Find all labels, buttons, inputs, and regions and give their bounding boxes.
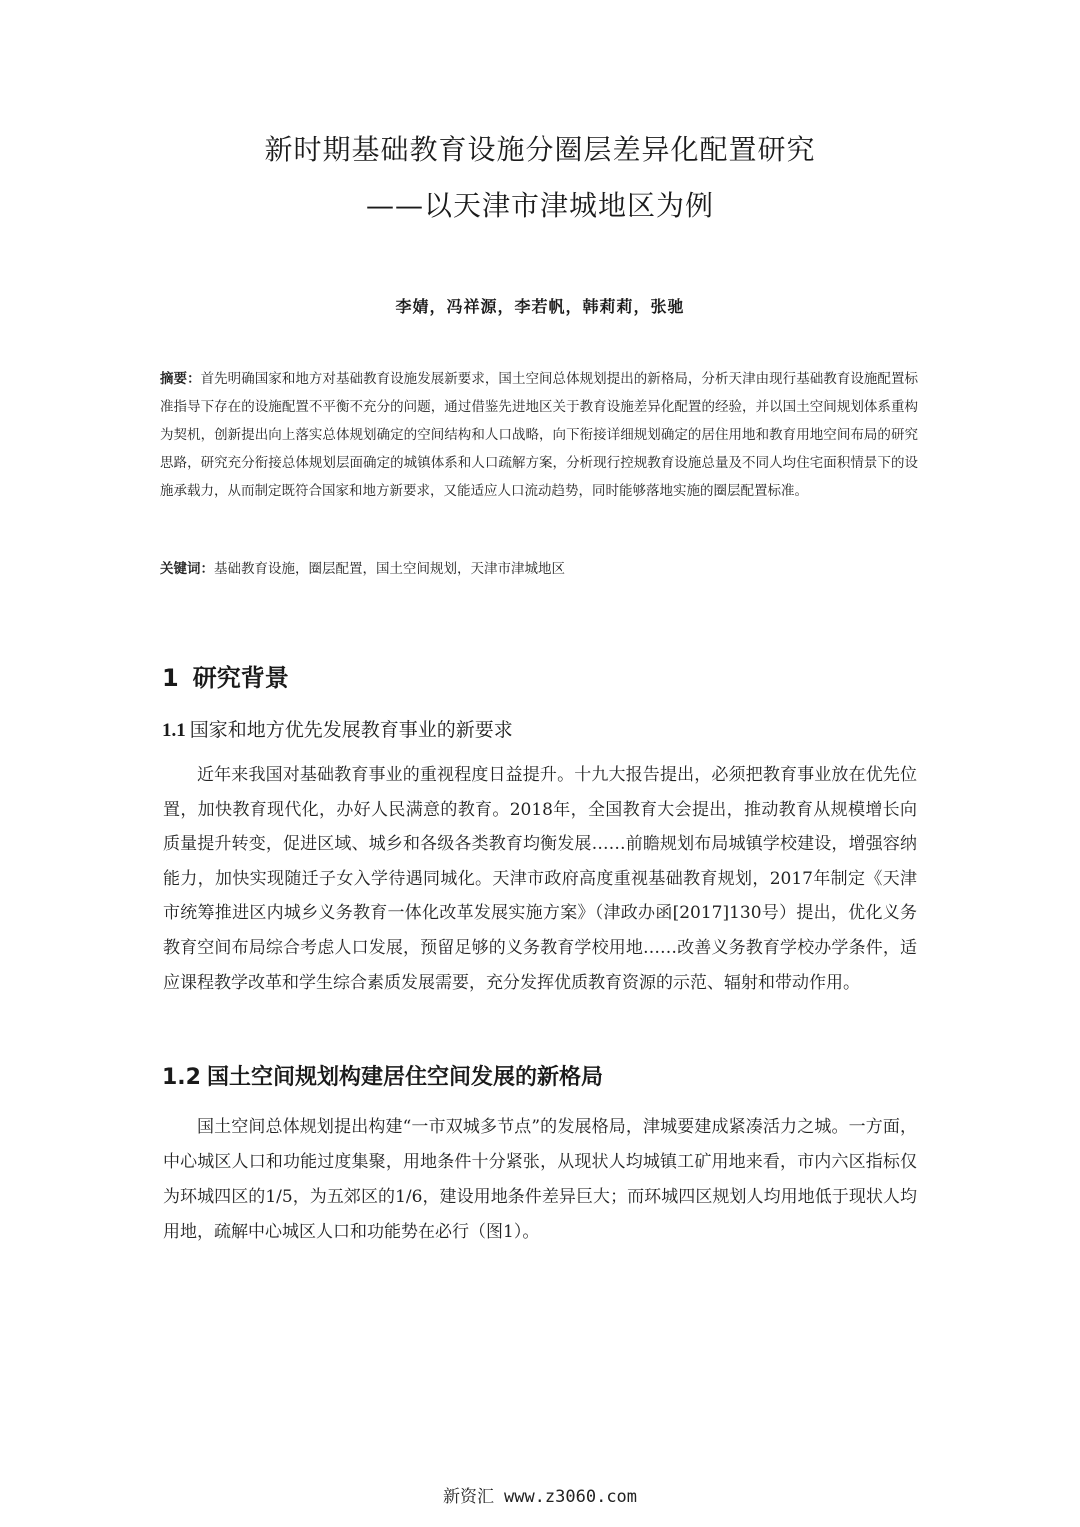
section-1-1-paragraph: 近年来我国对基础教育事业的重视程度日益提升。十九大报告提出，必须把教育事业放在优先位置，加快教育现代化，办好人民满意的教育。2018年，全国教育大会提出，推动教育从规模增长向质量提升转变，促进区域、城乡和各级各类教育均衡发展……前瞻规划布局城镇学校建设，增强容纳能力，加快实现随迁子女入学待遇同城化。天津市政府高度重视基础教育规划，2017年制定《天津市统筹推进区内城乡义务教育一体化改革发展实施方案》（津政办函[2017]130号）提出，优化义务教育空间布局综合考虑人口发展，预留足够的义务教育学校用地……改善义务教育学校办学条件，适应课程教学改革和学生综合素质发展需要，充分发挥优质教育资源的示范、辐射和带动作用。 [163,765,917,993]
section-1-1-number: 1.1 [162,720,186,741]
author-list: 李婧，冯祥源，李若帆，韩莉莉，张驰 [395,297,685,316]
footer-site-name: 新资汇 [442,1487,494,1507]
section-1-number: 1 [162,664,179,692]
section-1-1-title: 国家和地方优先发展教育事业的新要求 [189,719,513,741]
section-1-title: 研究背景 [192,664,289,692]
abstract [160,365,918,505]
keywords-text: 基础教育设施，圈层配置，国土空间规划，天津市津城地区 [214,561,565,577]
abstract-label: 摘要： [160,371,201,387]
section-1-2-title: 国土空间规划构建居住空间发展的新格局 [206,1065,603,1090]
paper-subtitle: ——以天津市津城地区为例 [365,189,714,222]
section-1-1-heading [162,715,513,742]
keywords-label: 关键词： [160,561,214,577]
section-1-heading [162,658,289,693]
section-1-2-heading [162,1060,603,1091]
footer-url[interactable]: www.z3060.com [503,1487,638,1507]
section-1-2-paragraph: 国土空间总体规划提出构建“一市双城多节点”的发展格局，津城要建成紧凑活力之城。一方面，中心城区人口和功能过度集聚，用地条件十分紧张，从现状人均城镇工矿用地来看，市内六区指标仅为环城四区的1/5，为五郊区的1/6，建设用地条件差异巨大；而环城四区规划人均用地低于现状人均用地，疏解中心城区人口和功能势在必行（图1）。 [163,1117,917,1242]
page-footer [0,1482,1080,1507]
section-1-2-number: 1.2 [162,1065,201,1090]
keywords [160,555,918,583]
paper-title: 新时期基础教育设施分圈层差异化配置研究 [264,133,816,166]
abstract-text: 首先明确国家和地方对基础教育设施发展新要求，国土空间总体规划提出的新格局，分析天津由现行基础教育设施配置标准指导下存在的设施配置不平衡不充分的问题，通过借鉴先进地区关于教育设施差异化配置的经验，并以国土空间规划体系重构为契机，创新提出向上落实总体规划确定的空间结构和人口战略，向下衔接详细规划确定的居住用地和教育用地空间布局的研究思路，研究充分衔接总体规划层面确定的城镇体系和人口疏解方案，分析现行控规教育设施总量及不同人均住宅面积情景下的设施承载力，从而制定既符合国家和地方新要求，又能适应人口流动趋势，同时能够落地实施的圈层配置标准。 [160,371,918,499]
